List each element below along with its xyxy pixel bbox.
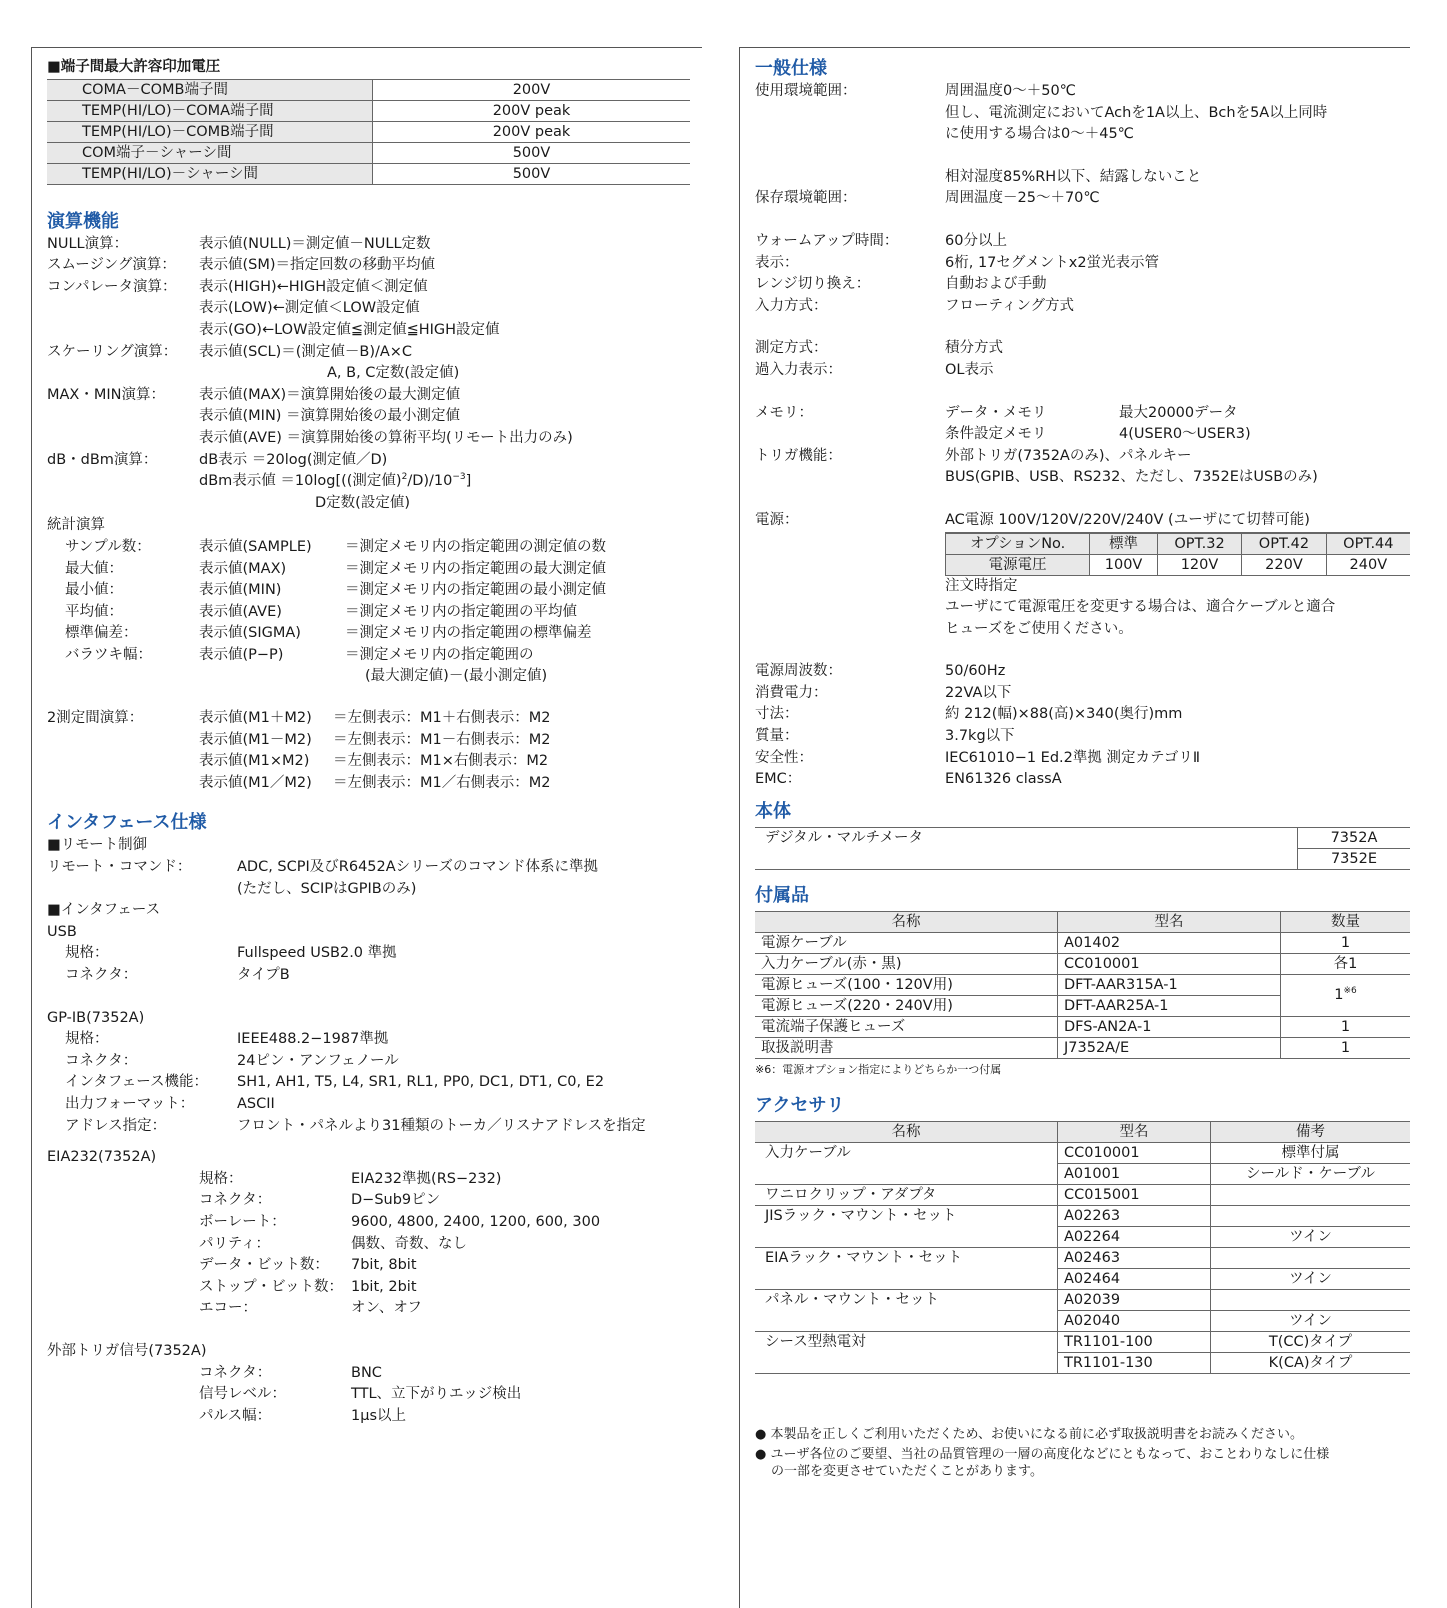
acc-title: 付属品 — [755, 884, 809, 906]
table-row — [755, 1016, 1410, 1037]
spec-label: アドレス指定： — [65, 1117, 167, 1134]
two-label — [47, 730, 199, 752]
spec-label: コネクタ： — [199, 1192, 272, 1209]
two-expr: 表示値(M1×M2) — [199, 753, 310, 770]
safe-label: 安全性： — [755, 749, 813, 766]
two-row — [47, 751, 702, 773]
acc-qty: 1 — [1281, 1037, 1411, 1058]
acc-model: DFS-AN2A-1 — [1058, 1016, 1281, 1037]
stat-row — [47, 602, 702, 624]
stat-row — [47, 537, 702, 559]
opt-name: パネル・マウント・セット — [755, 1289, 1058, 1331]
eia-heading: EIA232(7352A) — [47, 1149, 157, 1166]
stat-row — [47, 623, 702, 645]
table-row — [755, 1289, 1410, 1310]
opt-model: A02039 — [1058, 1289, 1211, 1310]
spec-value: 9600, 4800, 2400, 1200, 600, 300 — [351, 1213, 601, 1230]
table-row — [755, 974, 1410, 995]
spec-label: 出力フォーマット： — [65, 1095, 195, 1112]
ol-value: OL表示 — [945, 361, 994, 378]
mm-label: MAX・MIN演算： — [47, 386, 165, 403]
spec-row — [47, 1363, 702, 1385]
general-section — [755, 57, 1410, 791]
stat-list — [47, 537, 702, 667]
notice-section — [755, 1426, 1410, 1480]
trig-value: 外部トリガ(7352Aのみ)、パネルキー — [945, 447, 1192, 464]
spec-value: 7bit, 8bit — [351, 1257, 417, 1274]
stat-label: サンプル数： — [65, 538, 151, 555]
body-section — [755, 800, 1410, 870]
emc-value: EN61326 classA — [945, 771, 1062, 788]
voltage-value: 200V — [373, 79, 691, 100]
spec-row — [47, 1255, 702, 1277]
calc-section — [47, 210, 702, 795]
freq-label: 電源周波数： — [755, 663, 842, 680]
power-value: 240V — [1326, 554, 1410, 575]
opt-model: CC010001 — [1058, 1142, 1211, 1163]
table-row — [755, 1331, 1410, 1352]
spec-label: インタフェース機能： — [65, 1074, 208, 1091]
opt-header: 型名 — [1058, 1121, 1211, 1142]
stat-expr: 表示値(MIN) — [199, 582, 282, 599]
scl-label: スケーリング演算： — [47, 343, 178, 360]
two-row — [47, 730, 702, 752]
acc-model: DFT-AAR315A-1 — [1058, 974, 1281, 995]
opt-model: A02264 — [1058, 1226, 1211, 1247]
usb-heading: USB — [47, 923, 77, 940]
stat-label: 統計演算 — [47, 517, 105, 534]
opt-remark — [1211, 1289, 1411, 1310]
voltage-terminal: TEMP(HI/LO)－COMA端子間 — [47, 100, 373, 121]
pow-value: ユーザにて電源電圧を変更する場合は、適合ケーブルと適合 — [945, 599, 1336, 616]
voltage-terminal: COM端子－シャーシ間 — [47, 142, 373, 163]
opt-model: A02263 — [1058, 1205, 1211, 1226]
spec-row — [47, 965, 702, 987]
null-value: 表示値(NULL)＝測定値－NULL定数 — [199, 235, 431, 252]
power-value: 120V — [1157, 554, 1241, 575]
opt-model: A02464 — [1058, 1268, 1211, 1289]
acc-note: ※6：電源オプション指定によりどちらか一つ付属 — [755, 1062, 1002, 1076]
mass-value: 3.7kg以下 — [945, 728, 1015, 745]
acc-name: 電源ヒューズ(220・240V用) — [755, 995, 1058, 1016]
acc-qty: 1 — [1281, 1016, 1411, 1037]
disp-label: 表示： — [755, 254, 799, 271]
table-row — [47, 79, 690, 100]
opt-remark: シールド・ケーブル — [1211, 1163, 1411, 1184]
body-model: 7352A — [1298, 827, 1411, 848]
stat-expr: 表示値(SIGMA) — [199, 625, 301, 642]
spec-label: 規格： — [65, 1031, 109, 1048]
spec-label: データ・ビット数： — [199, 1257, 329, 1274]
table-row — [47, 163, 690, 184]
two-expr: 表示値(M1－M2) — [199, 731, 312, 748]
spec-label: コネクタ： — [65, 967, 138, 983]
body-model: 7352E — [1298, 848, 1411, 869]
spec-row — [47, 1094, 702, 1116]
spec-value: 1bit, 2bit — [351, 1278, 417, 1295]
spec-row — [47, 1406, 702, 1428]
spec-value: ASCII — [237, 1095, 275, 1112]
mem-label: メモリ： — [755, 404, 813, 421]
sm-value: 表示値(SM)＝指定回数の移動平均値 — [199, 257, 436, 274]
spec-row — [47, 1169, 702, 1191]
spec-row — [47, 1298, 702, 1320]
cmd-value: (ただし、SCIPはGPIBのみ) — [237, 880, 417, 897]
two-desc: ＝左側表示：M1－右側表示：M2 — [333, 731, 551, 748]
spec-row — [47, 1212, 702, 1234]
usb-list — [47, 943, 702, 986]
stat-label: 平均値： — [65, 603, 123, 620]
cmp-value: 表示(GO)←LOW設定値≦測定値≦HIGH設定値 — [199, 321, 500, 338]
acc-header: 名称 — [755, 911, 1058, 932]
spec-label: 信号レベル： — [199, 1386, 286, 1403]
pow-label: 電源： — [755, 511, 799, 528]
voltage-value: 200V peak — [373, 121, 691, 142]
mem-value: 条件設定メモリ — [945, 426, 1047, 443]
spec-value: オン、オフ — [351, 1300, 422, 1317]
left-column — [31, 47, 702, 1608]
pow-value: 注文時指定 — [945, 577, 1018, 594]
trig-list — [47, 1363, 702, 1428]
spec-value: Fullspeed USB2.0 準拠 — [237, 945, 397, 962]
power-header: オプションNo. — [946, 533, 1090, 554]
table-row — [47, 121, 690, 142]
power-header: OPT.42 — [1242, 533, 1326, 554]
table-row — [755, 1037, 1410, 1058]
opt-model: A01001 — [1058, 1163, 1211, 1184]
scl-value: A, B, C定数(設定値) — [327, 365, 460, 382]
emc-label: EMC： — [755, 771, 802, 788]
power-value: 220V — [1242, 554, 1326, 575]
input-label: 入力方式： — [755, 297, 828, 314]
range-label: レンジ切り換え： — [755, 276, 871, 293]
iface-section — [47, 811, 702, 1427]
dbm-value: dBm表示値 ＝10log[((測定値)$^2/D)/10^{-3}$] — [199, 472, 472, 490]
eia-list — [47, 1169, 702, 1320]
meas-label: 測定方式： — [755, 340, 828, 357]
power-table — [945, 533, 1410, 576]
two-meas-list — [47, 708, 702, 794]
voltage-value: 500V — [373, 163, 691, 184]
spec-row — [47, 1029, 702, 1051]
stat-expr: 表示値(P−P) — [199, 646, 284, 663]
acc-name: 取扱説明書 — [755, 1037, 1058, 1058]
stat-desc: ＝測定メモリ内の指定範囲の標準偏差 — [345, 625, 592, 642]
acc-model: J7352A/E — [1058, 1037, 1281, 1058]
ol-label: 過入力表示： — [755, 361, 842, 378]
stat-expr: 表示値(MAX) — [199, 560, 287, 577]
spec-label: 規格： — [65, 945, 109, 962]
spec-label: パルス幅： — [199, 1407, 272, 1424]
opt-table — [755, 1121, 1410, 1374]
opt-header: 名称 — [755, 1121, 1058, 1142]
two-label: 2測定間演算： — [47, 710, 144, 727]
cons-label: 消費電力： — [755, 684, 828, 701]
dim-value: 約 212(幅)×88(高)×340(奥行)mm — [945, 706, 1183, 723]
iface-title: インタフェース仕様 — [47, 812, 207, 834]
sm-label: スムージング演算： — [47, 257, 176, 274]
env-value: に使用する場合は0～＋45℃ — [945, 126, 1134, 143]
acc-header: 型名 — [1058, 911, 1281, 932]
opt-remark: ツイン — [1211, 1310, 1411, 1331]
spec-label: パリティ： — [199, 1235, 271, 1252]
two-desc: ＝左側表示：M1×右側表示：M2 — [333, 753, 549, 770]
pow-value: AC電源 100V/120V/220V/240V (ユーザにて切替可能) — [945, 511, 1310, 528]
db-label: dB・dBm演算： — [47, 451, 158, 468]
acc-header: 数量 — [1281, 911, 1411, 932]
voltage-table — [47, 79, 690, 185]
opt-remark: ツイン — [1211, 1268, 1411, 1289]
table-row — [755, 932, 1410, 953]
safe-value: IEC61010−1 Ed.2準拠 測定カテゴリⅡ — [945, 749, 1201, 766]
opt-section — [755, 1094, 1410, 1374]
notice-2: ● ユーザ各位のご要望、当社の品質管理の一層の高度化などにともなって、おことわりなしに仕様 — [755, 1446, 1330, 1462]
acc-section — [755, 884, 1410, 1077]
stat-expr: 表示値(SAMPLE) — [199, 538, 312, 555]
pow-value: ヒューズをご使用ください。 — [945, 620, 1133, 637]
acc-table — [755, 911, 1410, 1059]
opt-remark — [1211, 1247, 1411, 1268]
trig-label: トリガ機能： — [755, 447, 842, 464]
opt-model: A02040 — [1058, 1310, 1211, 1331]
opt-remark: T(CC)タイプ — [1211, 1331, 1411, 1352]
spec-value: 偶数、奇数、なし — [351, 1235, 467, 1252]
opt-name: シース型熱電対 — [755, 1331, 1058, 1373]
stat-desc: ＝測定メモリ内の指定範囲の測定値の数 — [345, 538, 606, 555]
opt-remark — [1211, 1184, 1411, 1205]
notice-1: ● 本製品を正しくご利用いただくため、お使いになる前に必ず取扱説明書をお読みください。 — [755, 1426, 1303, 1442]
mm-value: 表示値(AVE) ＝演算開始後の算術平均(リモート出力のみ) — [199, 429, 573, 446]
acc-model: DFT-AAR25A-1 — [1058, 995, 1281, 1016]
env-label: 使用環境範囲： — [755, 83, 857, 99]
mem-value: データ・メモリ — [945, 404, 1047, 421]
acc-qty — [1281, 974, 1411, 1016]
spec-row — [47, 1116, 702, 1138]
stat-desc: ＝測定メモリ内の指定範囲の — [345, 646, 534, 663]
cmd-label: リモート・コマンド： — [47, 859, 192, 876]
warm-label: ウォームアップ時間： — [755, 232, 899, 249]
input-value: フローティング方式 — [945, 297, 1075, 314]
meas-value: 積分方式 — [945, 340, 1003, 357]
table-row — [47, 100, 690, 121]
table-row — [755, 1247, 1410, 1268]
acc-name: 電流端子保護ヒューズ — [755, 1016, 1058, 1037]
table-row — [755, 953, 1410, 974]
null-label: NULL演算： — [47, 235, 129, 252]
mem-value: 4(USER0～USER3) — [1119, 426, 1251, 443]
table-row — [755, 1205, 1410, 1226]
acc-name: 電源ヒューズ(100・120V用) — [755, 974, 1058, 995]
spec-value: TTL、立下がりエッジ検出 — [351, 1386, 522, 1403]
env-value: 周囲温度0～＋50℃ — [945, 83, 1076, 99]
opt-remark: K(CA)タイプ — [1211, 1352, 1411, 1373]
stat-desc: ＝測定メモリ内の指定範囲の最大測定値 — [345, 560, 606, 577]
body-name: デジタル・マルチメータ — [755, 827, 1298, 869]
acc-name: 電源ケーブル — [755, 932, 1058, 953]
cmd-value: ADC, SCPI及びR6452Aシリーズのコマンド体系に準拠 — [237, 859, 598, 876]
table-row — [755, 1142, 1410, 1163]
opt-model: TR1101-130 — [1058, 1352, 1211, 1373]
two-row — [47, 773, 702, 795]
cmp-value: 表示(HIGH)←HIGH設定値＜測定値 — [199, 278, 428, 295]
spec-row — [47, 1277, 702, 1299]
acc-model: A01402 — [1058, 932, 1281, 953]
trig-value: BUS(GPIB、USB、RS232、ただし、7352EはUSBのみ) — [945, 469, 1318, 486]
db-value: dB表示 ＝20log(測定値／D) — [199, 451, 388, 468]
spec-label: ボーレート： — [199, 1213, 286, 1230]
opt-header: 備考 — [1211, 1121, 1411, 1142]
dim-label: 寸法： — [755, 706, 799, 723]
spec-row — [47, 1072, 702, 1094]
opt-name: ワニロクリップ・アダプタ — [755, 1184, 1058, 1205]
stat-label: 最小値： — [65, 582, 123, 599]
body-title: 本体 — [755, 800, 791, 822]
trig-heading: 外部トリガ信号(7352A) — [47, 1342, 207, 1359]
stat-label: 標準偏差： — [65, 625, 138, 642]
spec-value: BNC — [351, 1364, 382, 1381]
mm-value: 表示値(MIN) ＝演算開始後の最小測定値 — [199, 408, 461, 425]
opt-remark — [1211, 1205, 1411, 1226]
two-expr: 表示値(M1＋M2) — [199, 710, 312, 727]
spec-value: D−Sub9ピン — [351, 1192, 441, 1209]
spec-row — [47, 1234, 702, 1256]
voltage-value: 200V peak — [373, 100, 691, 121]
two-desc: ＝左側表示：M1＋右側表示：M2 — [333, 710, 551, 727]
cmp-value: 表示(LOW)←測定値＜LOW設定値 — [199, 300, 420, 317]
mem-value: 最大20000データ — [1119, 404, 1238, 421]
cons-value: 22VA以下 — [945, 684, 1012, 701]
opt-name: JISラック・マウント・セット — [755, 1205, 1058, 1247]
stat-row — [47, 580, 702, 602]
spec-value: SH1, AH1, T5, L4, SR1, RL1, PP0, DC1, DT1, C0, E2 — [237, 1074, 605, 1091]
mm-value: 表示値(MAX)＝演算開始後の最大測定値 — [199, 386, 461, 403]
spec-value: IEEE488.2−1987準拠 — [237, 1031, 389, 1048]
stat-expr: 表示値(AVE) — [199, 603, 282, 620]
remote-heading: ■リモート制御 — [47, 837, 148, 854]
spec-row — [47, 1190, 702, 1212]
stat-label: バラツキ幅： — [65, 646, 152, 663]
stat-row — [47, 559, 702, 581]
mass-label: 質量： — [755, 728, 799, 745]
voltage-terminal: COMA－COMB端子間 — [47, 79, 373, 100]
spec-value: 24ピン・アンフェノール — [237, 1052, 399, 1069]
spec-row — [47, 943, 702, 965]
range-value: 自動および手動 — [945, 276, 1047, 293]
spec-row — [47, 1384, 702, 1406]
spec-value: タイプB — [237, 967, 290, 983]
gpib-heading: GP-IB(7352A) — [47, 1009, 145, 1026]
spec-value: フロント・パネルより31種類のトーカ／リスナアドレスを指定 — [237, 1117, 646, 1134]
notice-3: の一部を変更させていただくことがあります。 — [771, 1463, 1043, 1479]
stat-desc: ＝測定メモリ内の指定範囲の平均値 — [345, 603, 577, 620]
spec-label: コネクタ： — [199, 1364, 272, 1381]
db-value: D定数(設定値) — [315, 494, 410, 511]
table-row — [47, 142, 690, 163]
right-column — [739, 47, 1410, 1608]
acc-qty-value: 1 — [1334, 987, 1344, 1004]
voltage-section — [47, 57, 702, 185]
env-value: 但し、電流測定においてAchを1A以上、Bchを5A以上同時 — [945, 104, 1328, 121]
body-table — [755, 827, 1410, 870]
power-value: 電源電圧 — [946, 554, 1090, 575]
voltage-terminal: TEMP(HI/LO)－シャーシ間 — [47, 163, 373, 184]
spec-value: 1μs以上 — [351, 1407, 407, 1424]
spec-value: EIA232準拠(RS−232) — [351, 1170, 502, 1187]
opt-model: TR1101-100 — [1058, 1331, 1211, 1352]
acc-footnote-mark: ※6 — [1343, 986, 1357, 997]
two-label — [47, 773, 199, 795]
two-desc: ＝左側表示：M1／右側表示：M2 — [333, 774, 551, 791]
acc-name: 入力ケーブル(赤・黒) — [755, 953, 1058, 974]
stat-desc: ＝測定メモリ内の指定範囲の最小測定値 — [345, 582, 606, 599]
power-header: OPT.32 — [1157, 533, 1241, 554]
if-heading: ■インタフェース — [47, 902, 161, 919]
scl-value: 表示値(SCL)＝(測定値－B)/A×C — [199, 343, 413, 360]
stat-row — [47, 645, 702, 667]
voltage-title: ■端子間最大許容印加電圧 — [47, 59, 221, 75]
general-title: 一般仕様 — [755, 58, 827, 79]
cmp-label: コンパレータ演算： — [47, 278, 177, 295]
acc-qty: 各1 — [1281, 953, 1411, 974]
opt-remark: ツイン — [1211, 1226, 1411, 1247]
power-header: 標準 — [1090, 533, 1157, 554]
spec-label: ストップ・ビット数： — [199, 1278, 343, 1295]
store-value: 周囲温度－25～＋70℃ — [945, 190, 1100, 207]
power-header: OPT.44 — [1326, 533, 1410, 554]
spec-label: 規格： — [199, 1170, 243, 1187]
stat-label: 最大値： — [65, 560, 123, 577]
opt-name: EIAラック・マウント・セット — [755, 1247, 1058, 1289]
opt-remark: 標準付属 — [1211, 1142, 1411, 1163]
voltage-terminal: TEMP(HI/LO)－COMB端子間 — [47, 121, 373, 142]
two-expr: 表示値(M1／M2) — [199, 774, 312, 791]
stat-last: (最大測定値)－(最小測定値) — [365, 668, 548, 685]
calc-title: 演算機能 — [47, 210, 119, 232]
voltage-value: 500V — [373, 142, 691, 163]
two-row — [47, 708, 702, 730]
store-label: 保存環境範囲： — [755, 190, 857, 207]
two-label — [47, 751, 199, 773]
spec-label: コネクタ： — [65, 1052, 138, 1069]
warm-value: 60分以上 — [945, 232, 1007, 249]
power-value: 100V — [1090, 554, 1157, 575]
acc-model: CC010001 — [1058, 953, 1281, 974]
opt-title: アクセサリ — [755, 1094, 845, 1116]
acc-qty: 1 — [1281, 932, 1411, 953]
freq-value: 50/60Hz — [945, 663, 1006, 680]
table-row — [755, 1184, 1410, 1205]
disp-value: 6桁, 17セグメントx2蛍光表示管 — [945, 254, 1160, 271]
opt-name: 入力ケーブル — [755, 1142, 1058, 1184]
spec-label: エコー： — [199, 1300, 257, 1317]
env-value: 相対湿度85%RH以下、結露しないこと — [945, 168, 1202, 185]
gpib-list — [47, 1029, 702, 1137]
opt-model: A02463 — [1058, 1247, 1211, 1268]
opt-model: CC015001 — [1058, 1184, 1211, 1205]
spec-row — [47, 1051, 702, 1073]
